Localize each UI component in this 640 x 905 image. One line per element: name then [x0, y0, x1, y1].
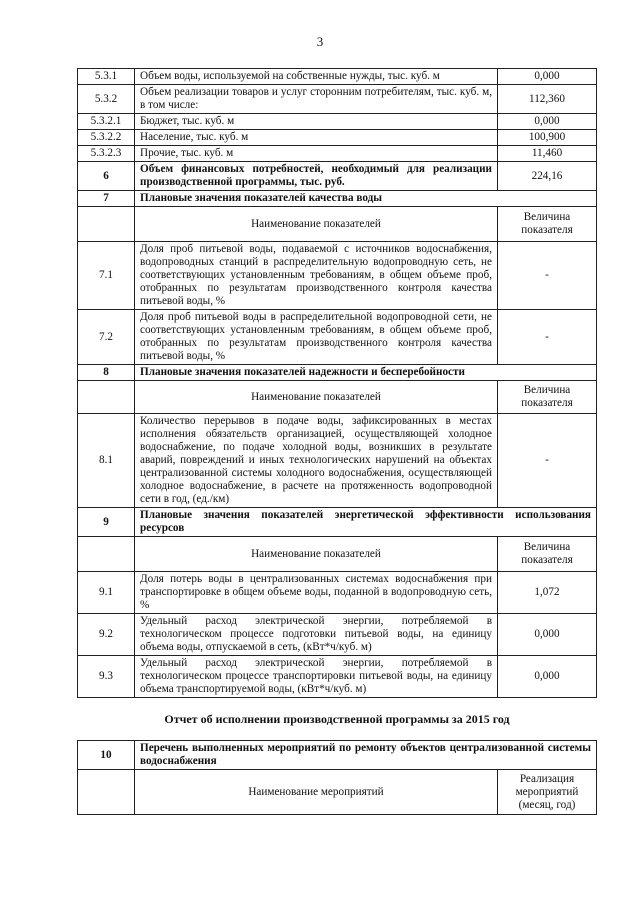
section-number: 9 [78, 508, 135, 537]
row-number: 5.3.2.3 [78, 146, 135, 162]
row-number: 7.1 [78, 242, 135, 310]
column-header-row [78, 537, 597, 572]
column-header-name: Наименование показателей [135, 207, 498, 242]
table-row [78, 414, 597, 508]
section-header-row [78, 508, 597, 537]
empty-cell [78, 381, 135, 414]
section-header-row [78, 191, 597, 207]
row-number: 5.3.2.2 [78, 130, 135, 146]
row-text: Удельный расход электрической энергии, потребляемой в технологическом процессе подготовки питьевой воды, на единицу объема воды, отпускаемой в сеть, (кВт*ч/куб. м) [135, 614, 498, 656]
empty-cell [78, 537, 135, 572]
row-value: 112,360 [498, 85, 597, 114]
table-row [78, 572, 597, 614]
program-table [77, 68, 597, 815]
report-title: Отчет об исполнении производственной программы за 2015 год [78, 698, 597, 741]
row-text: Прочие, тыс. куб. м [135, 146, 498, 162]
table-row [78, 146, 597, 162]
row-value: 0,000 [498, 114, 597, 130]
page-number: 3 [316, 34, 324, 49]
row-value: 100,900 [498, 130, 597, 146]
table-row [78, 130, 597, 146]
column-header-value: Величина показателя [498, 381, 597, 414]
column-header-value: Величина показателя [498, 537, 597, 572]
row-value: - [498, 414, 597, 508]
section-title: Плановые значения показателей качества воды [135, 191, 597, 207]
row-number: 9.1 [78, 572, 135, 614]
row-number: 8.1 [78, 414, 135, 508]
row-number: 6 [78, 162, 135, 191]
row-text: Объем реализации товаров и услуг сторонним потребителям, тыс. куб. м, в том числе: [135, 85, 498, 114]
row-value: 0,000 [498, 656, 597, 698]
column-header-name: Наименование мероприятий [135, 770, 498, 815]
row-text: Удельный расход электрической энергии, потребляемой в технологическом процессе транспортировки питьевой воды, на единицу объема транспортируемой воды, (кВт*ч/куб. м) [135, 656, 498, 698]
section-header-row [78, 741, 597, 770]
empty-cell [78, 770, 135, 815]
table-row [78, 69, 597, 85]
row-number: 9.2 [78, 614, 135, 656]
row-text: Доля потерь воды в централизованных системах водоснабжения при транспортировке в общем объеме воды, поданной в водопроводную сеть, % [135, 572, 498, 614]
row-text: Количество перерывов в подаче воды, зафиксированных в местах исполнения обязательств организацией, осуществляющей холодное водоснабжение, по подаче холодной воды, возникших в результате аварий, повреждений и иных технологических нарушений на объектах централизованной системы холодного водоснабжения, осуществляющей холодное водоснабжение, в расчете на протяженность водопроводной сети в год, (ед./км) [135, 414, 498, 508]
table-row [78, 114, 597, 130]
column-header-value: Реализация мероприятий (месяц, год) [498, 770, 597, 815]
section-title: Плановые значения показателей надежности и бесперебойности [135, 365, 597, 381]
column-header-row [78, 207, 597, 242]
row-value: 0,000 [498, 69, 597, 85]
row-value: 224,16 [498, 162, 597, 191]
column-header-row [78, 381, 597, 414]
column-header-value: Величина показателя [498, 207, 597, 242]
row-number: 9.3 [78, 656, 135, 698]
column-header-name: Наименование показателей [135, 381, 498, 414]
table-row [78, 310, 597, 365]
row-text: Доля проб питьевой воды, подаваемой с источников водоснабжения, водопроводных станций в распределительную водопроводную сеть, не соответствующих установленным требованиям, в общем объеме проб, отобранных по результатам производственного контроля качества питьевой воды, % [135, 242, 498, 310]
row-number: 7.2 [78, 310, 135, 365]
section-title: Плановые значения показателей энергетической эффективности использования ресурсов [135, 508, 597, 537]
section-number: 7 [78, 191, 135, 207]
section-header-row [78, 365, 597, 381]
row-value: 11,460 [498, 146, 597, 162]
column-header-name: Наименование показателей [135, 537, 498, 572]
row-number: 5.3.2.1 [78, 114, 135, 130]
row-number: 5.3.1 [78, 69, 135, 85]
empty-cell [78, 207, 135, 242]
table-row [78, 614, 597, 656]
report-heading-row [78, 698, 597, 741]
row-text: Население, тыс. куб. м [135, 130, 498, 146]
table-row [78, 85, 597, 114]
section-number: 8 [78, 365, 135, 381]
section-number: 10 [78, 741, 135, 770]
section-title: Перечень выполненных мероприятий по ремонту объектов централизованной системы водоснабжения [135, 741, 597, 770]
table-row [78, 242, 597, 310]
row-value: - [498, 310, 597, 365]
row-text: Доля проб питьевой воды в распределительной водопроводной сети, не соответствующих установленным требованиям, в общем объеме проб, отобранных по результатам производственного контроля качества питьевой воды, % [135, 310, 498, 365]
column-header-row [78, 770, 597, 815]
table-row [78, 656, 597, 698]
table-row [78, 162, 597, 191]
row-value: 0,000 [498, 614, 597, 656]
row-text: Бюджет, тыс. куб. м [135, 114, 498, 130]
row-text: Объем воды, используемой на собственные нужды, тыс. куб. м [135, 69, 498, 85]
row-number: 5.3.2 [78, 85, 135, 114]
row-text: Объем финансовых потребностей, необходимый для реализации производственной программы, тыс. руб. [135, 162, 498, 191]
row-value: - [498, 242, 597, 310]
row-value: 1,072 [498, 572, 597, 614]
